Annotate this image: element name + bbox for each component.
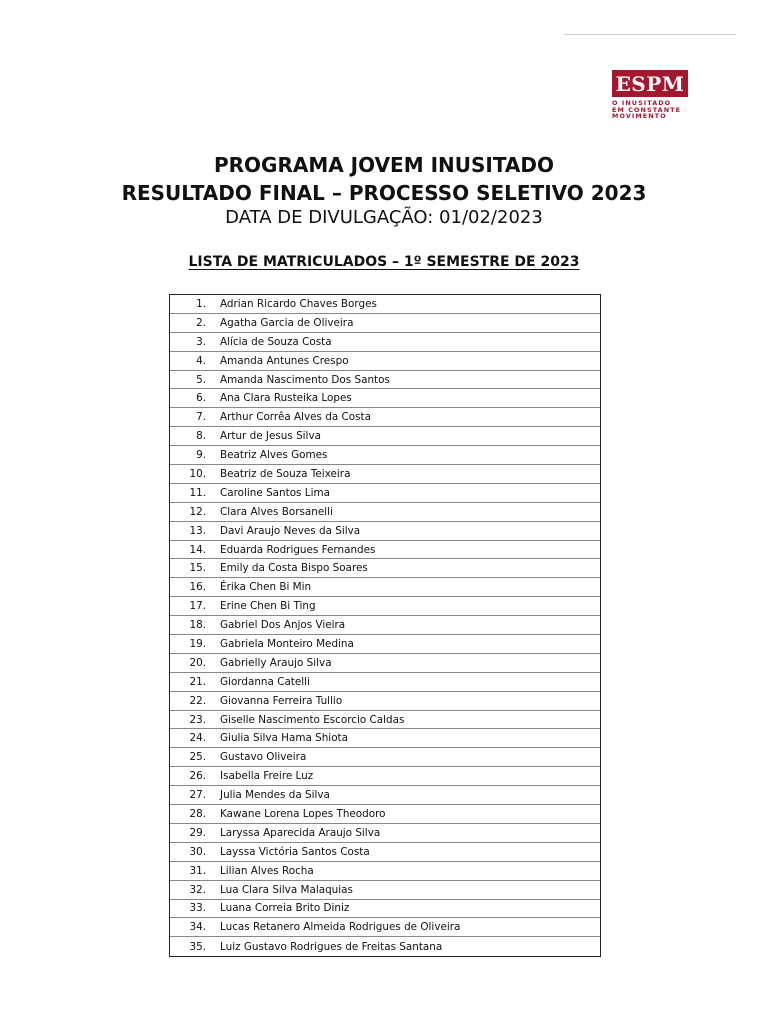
student-name: Gabriela Monteiro Medina	[220, 637, 354, 650]
student-name: Agatha Garcia de Oliveira	[220, 316, 354, 329]
item-number: 9.	[196, 449, 206, 462]
list-item	[170, 389, 600, 408]
student-name: Artur de Jesus Silva	[220, 430, 321, 443]
logo-tagline	[612, 100, 688, 120]
student-name: Lua Clara Silva Malaquias	[220, 883, 353, 896]
logo-wordmark: ESPM	[612, 70, 688, 97]
student-name: Giselle Nascimento Escorcio Caldas	[220, 713, 405, 726]
item-number: 17.	[189, 600, 206, 613]
student-name: Ana Clara Rusteika Lopes	[220, 392, 352, 405]
student-name: Amanda Antunes Crespo	[220, 354, 349, 367]
list-item	[170, 503, 600, 522]
list-item	[170, 371, 600, 390]
student-name: Amanda Nascimento Dos Santos	[220, 373, 390, 386]
list-item	[170, 616, 600, 635]
list-item	[170, 937, 600, 956]
item-number: 33.	[189, 902, 206, 915]
result-title: RESULTADO FINAL – PROCESSO SELETIVO 2023	[121, 181, 647, 205]
list-item	[170, 541, 600, 560]
item-number: 25.	[189, 751, 206, 764]
student-name: Caroline Santos Lima	[220, 486, 330, 499]
student-name: Alícia de Souza Costa	[220, 335, 332, 348]
list-item	[170, 881, 600, 900]
list-title-text: LISTA DE MATRICULADOS – 1º SEMESTRE DE 2023	[188, 254, 580, 270]
list-item	[170, 824, 600, 843]
list-item	[170, 484, 600, 503]
list-item	[170, 843, 600, 862]
student-name: Kawane Lorena Lopes Theodoro	[220, 807, 386, 820]
student-name: Arthur Corrêa Alves da Costa	[220, 411, 371, 424]
espm-logo	[612, 70, 688, 120]
item-number: 32.	[189, 883, 206, 896]
item-number: 21.	[189, 675, 206, 688]
item-number: 26.	[189, 770, 206, 783]
item-number: 13.	[189, 524, 206, 537]
item-number: 30.	[189, 845, 206, 858]
student-name: Lucas Retanero Almeida Rodrigues de Oliveira	[220, 921, 461, 934]
item-number: 8.	[196, 430, 206, 443]
student-name: Érika Chen Bi Min	[220, 581, 312, 594]
list-item	[170, 900, 600, 919]
list-item	[170, 295, 600, 314]
item-number: 3.	[196, 335, 206, 348]
item-number: 10.	[189, 467, 206, 480]
item-number: 4.	[196, 354, 206, 367]
student-name: Giulia Silva Hama Shiota	[220, 732, 348, 745]
item-number: 19.	[189, 637, 206, 650]
list-title	[0, 251, 768, 270]
logo-tagline-line: O INUSITADO	[612, 99, 672, 107]
student-name: Luiz Gustavo Rodrigues de Freitas Santana	[220, 940, 443, 953]
item-number: 29.	[189, 826, 206, 839]
list-item	[170, 767, 600, 786]
item-number: 27.	[189, 789, 206, 802]
list-item	[170, 805, 600, 824]
student-name: Clara Alves Borsanelli	[220, 505, 333, 518]
list-item	[170, 748, 600, 767]
list-item	[170, 578, 600, 597]
list-item	[170, 635, 600, 654]
list-item	[170, 559, 600, 578]
student-name: Gabriel Dos Anjos Vieira	[220, 619, 346, 632]
item-number: 6.	[196, 392, 206, 405]
student-name: Laryssa Aparecida Araujo Silva	[220, 826, 381, 839]
item-number: 22.	[189, 694, 206, 707]
list-item	[170, 427, 600, 446]
list-item	[170, 314, 600, 333]
student-name: Luana Correia Brito Diniz	[220, 902, 350, 915]
logo-tagline-line: MOVIMENTO	[612, 112, 667, 121]
list-item	[170, 673, 600, 692]
student-name: Eduarda Rodrigues Fernandes	[220, 543, 376, 556]
item-number: 14.	[189, 543, 206, 556]
item-number: 12.	[189, 505, 206, 518]
list-item	[170, 862, 600, 881]
list-item	[170, 408, 600, 427]
list-item	[170, 786, 600, 805]
item-number: 28.	[189, 807, 206, 820]
list-item	[170, 352, 600, 371]
student-name: Giovanna Ferreira Tullio	[220, 694, 343, 707]
header-rule	[564, 34, 736, 35]
student-name: Gabrielly Araujo Silva	[220, 656, 332, 669]
list-item	[170, 333, 600, 352]
item-number: 31.	[189, 864, 206, 877]
item-number: 15.	[189, 562, 206, 575]
item-number: 34.	[189, 921, 206, 934]
list-item	[170, 597, 600, 616]
list-item	[170, 522, 600, 541]
enrolled-list	[169, 294, 601, 957]
item-number: 18.	[189, 619, 206, 632]
student-name: Gustavo Oliveira	[220, 751, 307, 764]
item-number: 5.	[196, 373, 206, 386]
item-number: 24.	[189, 732, 206, 745]
list-item	[170, 446, 600, 465]
list-item	[170, 729, 600, 748]
student-name: Davi Araujo Neves da Silva	[220, 524, 361, 537]
student-name: Julia Mendes da Silva	[220, 789, 330, 802]
list-item	[170, 654, 600, 673]
student-name: Isabella Freire Luz	[220, 770, 314, 783]
student-name: Layssa Victória Santos Costa	[220, 845, 370, 858]
student-name: Erine Chen Bi Ting	[220, 600, 316, 613]
student-name: Lilian Alves Rocha	[220, 864, 314, 877]
item-number: 16.	[189, 581, 206, 594]
release-date: DATA DE DIVULGAÇÃO: 01/02/2023	[225, 207, 543, 228]
item-number: 7.	[196, 411, 206, 424]
logo-tagline-line: EM CONSTANTE	[612, 105, 682, 114]
list-item	[170, 918, 600, 937]
item-number: 20.	[189, 656, 206, 669]
list-item	[170, 465, 600, 484]
student-name: Giordanna Catelli	[220, 675, 310, 688]
item-number: 35.	[189, 940, 206, 953]
student-name: Beatriz Alves Gomes	[220, 449, 328, 462]
item-number: 1.	[196, 297, 206, 310]
student-name: Emily da Costa Bispo Soares	[220, 562, 368, 575]
program-title: PROGRAMA JOVEM INUSITADO	[213, 153, 555, 177]
item-number: 11.	[189, 486, 206, 499]
item-number: 23.	[189, 713, 206, 726]
list-item	[170, 711, 600, 730]
student-name: Adrian Ricardo Chaves Borges	[220, 297, 377, 310]
item-number: 2.	[196, 316, 206, 329]
student-name: Beatriz de Souza Teixeira	[220, 467, 351, 480]
list-item	[170, 692, 600, 711]
